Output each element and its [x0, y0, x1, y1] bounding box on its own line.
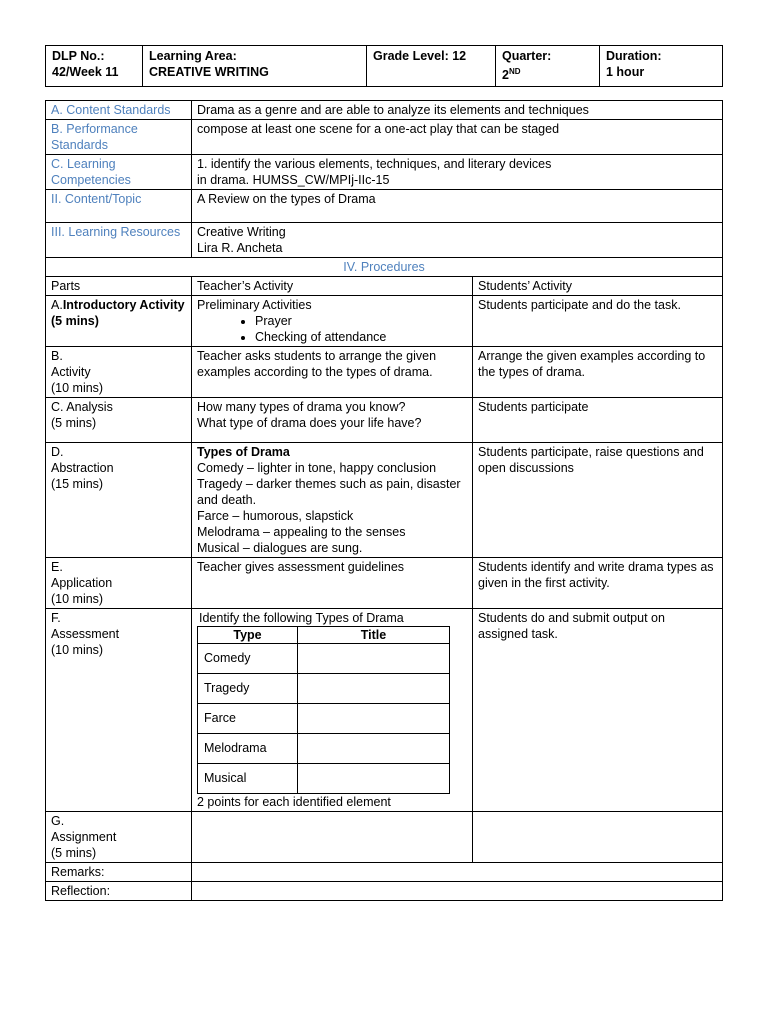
reflection-label: Reflection: — [46, 882, 192, 901]
title-field[interactable] — [298, 764, 450, 794]
application-name: Application — [51, 576, 113, 590]
assessment-table — [197, 626, 450, 794]
procedures-title: IV. Procedures — [46, 258, 723, 277]
drama-melodrama: Melodrama – appealing to the senses — [197, 525, 406, 539]
title-field[interactable] — [298, 734, 450, 764]
dlp-label: DLP No.: — [52, 49, 105, 63]
analysis-teacher — [192, 398, 473, 443]
content-topic-row — [46, 190, 723, 223]
assessment-name: Assessment — [51, 627, 120, 641]
introductory-time: (5 mins) — [51, 314, 99, 328]
table-row — [198, 764, 450, 794]
lesson-plan-table — [45, 100, 723, 901]
type-comedy: Comedy — [198, 644, 298, 674]
assignment-name: Assignment — [51, 830, 117, 844]
procedures-title-row — [46, 258, 723, 277]
title-field[interactable] — [298, 704, 450, 734]
type-musical: Musical — [198, 764, 298, 794]
introductory-row — [46, 296, 723, 347]
type-melodrama: Melodrama — [198, 734, 298, 764]
introductory-bullets — [197, 313, 467, 345]
learning-resources-value — [192, 223, 723, 258]
abstraction-time: (15 mins) — [51, 477, 104, 491]
assessment-instruction: Identify the following Types of Drama — [199, 611, 404, 625]
introductory-label-cell — [46, 296, 192, 347]
drama-tragedy: Tragedy – darker themes such as pain, disaster and death. — [197, 477, 461, 507]
assessment-col-title: Title — [298, 627, 450, 644]
activity-time: (10 mins) — [51, 381, 104, 395]
analysis-question-2: What type of drama does your life have? — [197, 416, 422, 430]
introductory-label: Introductory Activity — [62, 298, 185, 312]
content-topic-label: II. Content/Topic — [46, 190, 192, 223]
abstraction-label: D. — [51, 445, 64, 459]
abstraction-heading: Types of Drama — [197, 445, 290, 459]
learning-area-value: CREATIVE WRITING — [149, 65, 269, 79]
abstraction-students: Students participate, raise questions and open discussions — [473, 443, 723, 558]
type-farce: Farce — [198, 704, 298, 734]
learning-resources-row — [46, 223, 723, 258]
duration-cell — [600, 46, 723, 87]
activity-name: Activity — [51, 365, 91, 379]
dlp-cell — [46, 46, 143, 87]
duration-label: Duration: — [606, 49, 662, 63]
quarter-cell — [496, 46, 600, 87]
competencies-line-2: in drama. HUMSS_CW/MPIj-IIc-15 — [197, 173, 390, 187]
activity-label-cell — [46, 347, 192, 398]
application-label-cell — [46, 558, 192, 609]
learning-competencies-row — [46, 155, 723, 190]
analysis-question-1: How many types of drama you know? — [197, 400, 406, 414]
bullet-prayer: • Prayer — [255, 313, 467, 329]
quarter-value-line — [502, 64, 593, 83]
reflection-field[interactable] — [192, 882, 723, 901]
introductory-prefix: A. — [51, 298, 63, 312]
header-table — [45, 45, 723, 87]
grade-level: Grade Level: 12 — [373, 49, 467, 63]
assessment-time: (10 mins) — [51, 643, 104, 657]
assignment-label: G. — [51, 814, 65, 828]
title-field[interactable] — [298, 674, 450, 704]
content-standards-label: A. Content Standards — [46, 101, 192, 120]
header-row — [46, 46, 723, 87]
analysis-students: Students participate — [473, 398, 723, 443]
table-row — [198, 674, 450, 704]
activity-label: B. — [51, 349, 63, 363]
abstraction-label-cell — [46, 443, 192, 558]
bullet-attendance: • Checking of attendance — [255, 329, 467, 345]
abstraction-teacher — [192, 443, 473, 558]
drama-comedy: Comedy – lighter in tone, happy conclusion — [197, 461, 437, 475]
assessment-row — [46, 609, 723, 812]
remarks-row — [46, 863, 723, 882]
table-row — [198, 704, 450, 734]
table-row — [198, 734, 450, 764]
col-teacher: Teacher’s Activity — [192, 277, 473, 296]
quarter-sup: ND — [508, 67, 521, 76]
analysis-label-cell — [46, 398, 192, 443]
performance-standards-value: compose at least one scene for a one-act play that can be staged — [192, 120, 723, 155]
analysis-time: (5 mins) — [51, 416, 97, 430]
activity-teacher: Teacher asks students to arrange the given examples according to the types of drama. — [192, 347, 473, 398]
assessment-students: Students do and submit output on assigned task. — [473, 609, 723, 812]
abstraction-row — [46, 443, 723, 558]
quarter-label: Quarter: — [502, 49, 552, 63]
dlp-value: 42/Week 11 — [52, 65, 119, 79]
analysis-row — [46, 398, 723, 443]
performance-standards-label: B. Performance Standards — [46, 120, 192, 155]
resources-line-1: Creative Writing — [197, 225, 286, 239]
introductory-students: Students participate and do the task. — [473, 296, 723, 347]
assessment-header-row — [198, 627, 450, 644]
learning-area-cell — [143, 46, 367, 87]
assessment-col-type: Type — [198, 627, 298, 644]
grade-level-cell — [367, 46, 496, 87]
activity-row — [46, 347, 723, 398]
reflection-row — [46, 882, 723, 901]
learning-competencies-label: C. Learning Competencies — [46, 155, 192, 190]
content-topic-value: A Review on the types of Drama — [192, 190, 723, 223]
application-time: (10 mins) — [51, 592, 104, 606]
quarter-value: 2 — [502, 68, 509, 83]
assignment-students[interactable] — [473, 812, 723, 863]
application-teacher: Teacher gives assessment guidelines — [192, 558, 473, 609]
remarks-label: Remarks: — [46, 863, 192, 882]
application-label: E. — [51, 560, 63, 574]
content-standards-row — [46, 101, 723, 120]
activity-students: Arrange the given examples according to the types of drama. — [473, 347, 723, 398]
learning-competencies-value — [192, 155, 723, 190]
procedures-header-row — [46, 277, 723, 296]
assignment-label-cell — [46, 812, 192, 863]
drama-musical: Musical – dialogues are sung. — [197, 541, 363, 555]
performance-standards-row — [46, 120, 723, 155]
title-field[interactable] — [298, 644, 450, 674]
abstraction-name: Abstraction — [51, 461, 114, 475]
introductory-teacher-text: Preliminary Activities — [197, 298, 312, 312]
duration-value: 1 hour — [606, 65, 645, 79]
application-row — [46, 558, 723, 609]
col-students: Students’ Activity — [473, 277, 723, 296]
analysis-label: C. Analysis — [51, 400, 113, 414]
table-row — [198, 644, 450, 674]
assessment-points: 2 points for each identified element — [197, 795, 391, 809]
col-parts: Parts — [46, 277, 192, 296]
assignment-teacher[interactable] — [192, 812, 473, 863]
drama-farce: Farce – humorous, slapstick — [197, 509, 354, 523]
resources-line-2: Lira R. Ancheta — [197, 241, 283, 255]
type-tragedy: Tragedy — [198, 674, 298, 704]
introductory-teacher — [192, 296, 473, 347]
assignment-row — [46, 812, 723, 863]
application-students: Students identify and write drama types as given in the first activity. — [473, 558, 723, 609]
learning-area-label: Learning Area: — [149, 49, 237, 63]
assignment-time: (5 mins) — [51, 846, 97, 860]
remarks-field[interactable] — [192, 863, 723, 882]
learning-resources-label: III. Learning Resources — [46, 223, 192, 258]
competencies-line-1: 1. identify the various elements, techniques, and literary devices — [197, 157, 552, 171]
assessment-label-cell — [46, 609, 192, 812]
assessment-label: F. — [51, 611, 61, 625]
content-standards-value: Drama as a genre and are able to analyze its elements and techniques — [192, 101, 723, 120]
assessment-teacher — [192, 609, 473, 812]
